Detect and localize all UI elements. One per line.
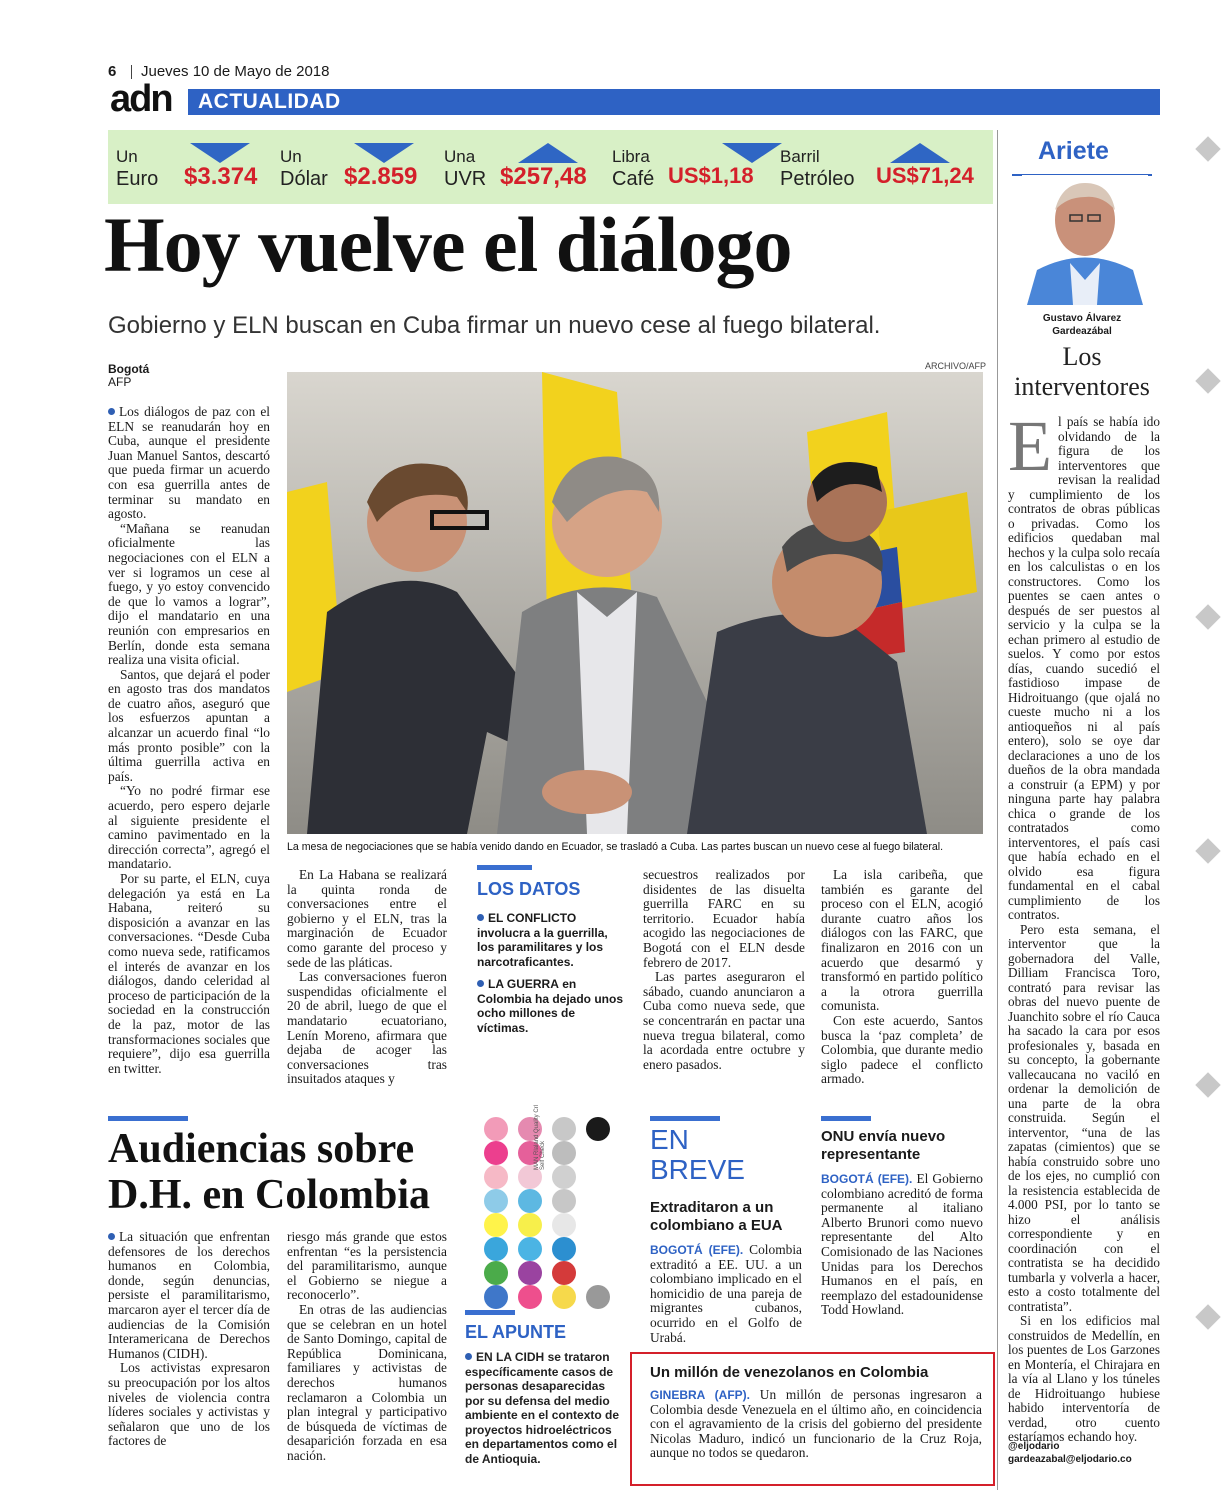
registration-mark (1195, 838, 1220, 863)
indicator-label-2: Dólar (280, 168, 328, 190)
story2-body (821, 1172, 983, 1318)
indicator-label-1: Un (116, 147, 138, 166)
main-headline: Hoy vuelve el diálogo (104, 201, 792, 288)
color-swatch (518, 1261, 542, 1285)
color-bar-text: MAN Rlaland Quality Crl Self Check (534, 1104, 546, 1170)
ariete-divider (997, 130, 998, 1490)
author-name-1: Gustavo Álvarez (1042, 313, 1122, 324)
indicator-card (604, 133, 766, 201)
color-swatch (518, 1189, 542, 1213)
color-swatch (586, 1285, 610, 1309)
author-photo (1022, 175, 1148, 305)
indicator-card (772, 133, 974, 201)
color-swatch (552, 1141, 576, 1165)
article-column-4 (821, 868, 983, 1087)
paragraph: Los activistas expresaron su preocupación por los altos niveles de violencia contra líderes sociales y activistas y señalaron que uno de los factores de (108, 1360, 270, 1449)
color-swatch (552, 1189, 576, 1213)
color-swatch (586, 1117, 610, 1141)
story3-text: Un millón de personas ingresaron a Colombia desde Venezuela en el último año, en coincidencia con el agravamiento de la crisis del gobierno del presidente Nicolas Maduro, indicó un funcionario de la Cruz Roja, aunque no todos se quedaron. (650, 1387, 982, 1461)
bullet-icon (108, 408, 115, 415)
page-number: 6 (108, 63, 117, 80)
en-breve-title-2: BREVE (650, 1154, 745, 1185)
paragraph: Las partes aseguraron el sábado, cuando anunciaron a Cuba como nueva sede, que se concentrarán en pactar una nueva tregua bilateral, como la acordada entre octubre y enero pasados. (643, 969, 805, 1072)
color-swatch (552, 1261, 576, 1285)
paragraph: secuestros realizados por disidentes de las disuelta guerrilla FARC en su territorio. Ecuador había acogido las negociaciones de Bogotá con el ELN desde febrero de 2017. (643, 867, 805, 970)
color-swatch (518, 1285, 542, 1309)
datos-lead: EL CONFLICTO (488, 911, 577, 925)
color-swatch (552, 1285, 576, 1309)
indicator-card (436, 133, 598, 201)
indicator-value: $2.859 (344, 163, 418, 190)
article-column-2 (287, 868, 447, 1087)
los-datos-items (477, 911, 627, 1043)
color-swatch (518, 1213, 542, 1237)
paragraph: En otras de las audiencias que se celebran en un hotel de Santo Domingo, capital de República Dominicana, familiares y activistas de derechos humanos reclamaron a Colombia un plan integral y participativo de búsqueda de víctimas de desaparición forzada en esa nación. (287, 1301, 447, 1463)
trend-down-icon (190, 143, 250, 163)
registration-mark (1195, 1072, 1220, 1097)
handshake-photo (287, 372, 983, 834)
indicator-label-1: Barril (780, 147, 820, 166)
ariete-p1: Pero esta semana, el interventor que la gobernadora del Valle, Dilliam Francisca Toro, contrató para revisar las obras del nuevo puente de Juanchito sobre el río Cauca ha sacado la cara por esos profesionales y, basada en su concepto, la gobernante vallecaucana no vaciló en ordenar la demolición de una parte de la obra construida. Según el interventor, “una de las zapatas (cimientos) que se había construido sobre uno de los ejes, no cumplió con la resistencia establecida de 4.000 PSI, por lo tanto se hizo el análisis correspondiente y en coordinación con el contratista se ha decidido tumbarla y volverla a hacer, esto a costo totalmente del contratista”. (1008, 921, 1160, 1314)
datos-text: en Colombia ha dejado unos ocho millones de víctimas. (477, 977, 624, 1035)
paragraph: La isla caribeña, que también es garante del proceso con el ELN, acogió durante cuatro años los diálogos con las FARC, que finalizaron en 2016 con un acuerdo que desarmó y transformó en partido político a la otrora guerrilla comunista. (821, 867, 983, 1014)
color-swatch (484, 1285, 508, 1309)
audiencias-column-2 (287, 1230, 447, 1464)
indicator-label-2: Euro (116, 168, 159, 190)
color-swatch (484, 1213, 508, 1237)
datos-item (477, 977, 627, 1035)
header-divider (131, 65, 132, 79)
paragraph: riesgo más grande que estos enfrentan “es la persistencia del paramilitarismo, aunque el Gobierno se niegue a reconocerlo”. (287, 1229, 447, 1303)
registration-mark (1195, 368, 1220, 393)
en-breve-title-1: EN (650, 1124, 689, 1155)
los-datos-box (465, 865, 625, 1045)
color-swatch (484, 1237, 508, 1261)
el-apunte-rule (465, 1310, 515, 1315)
datos-text: involucra a la guerrilla, los paramilitares y los narcotraficantes. (477, 925, 608, 969)
paragraph: En La Habana se realizará la quinta ronda de conversaciones entre el gobierno y el ELN, tras la marginación de Ecuador como garante del proceso y sede de las pláticas. (287, 867, 447, 970)
story3-body (650, 1388, 982, 1461)
indicator-card (272, 133, 434, 201)
color-control-bar (484, 1117, 614, 1307)
trend-down-icon (354, 143, 414, 163)
ariete-handle[interactable]: @eljodario (1008, 1441, 1060, 1452)
color-swatch (552, 1165, 576, 1189)
datos-lead: LA GUERRA (488, 977, 559, 991)
story1-headline: Extraditaron a un colombiano a EUA (650, 1199, 783, 1234)
paragraph: Las conversaciones fueron suspendidas oficialmente el 20 de abril, luego de que el mandatario ecuatoriano, Lenín Moreno, afirmara que dejaba de acoger las conversaciones tras insuitados ataques y (287, 969, 447, 1087)
indicator-card (108, 133, 270, 201)
ariete-dropcap: E (1008, 406, 1052, 486)
color-swatch (484, 1189, 508, 1213)
indicator-value: US$1,18 (668, 163, 754, 188)
main-subhead: Gobierno y ELN buscan en Cuba firmar un nuevo cese al fuego bilateral. (108, 312, 881, 339)
color-swatch (484, 1141, 508, 1165)
paragraph: Con este acuerdo, Santos busca la ‘paz completa’ de Colombia, que durante medio siglo padece el conflicto armado. (821, 1012, 983, 1087)
el-apunte-text (465, 1350, 625, 1466)
paragraph: Por su parte, el ELN, cuya delegación ya está en La Habana, reiteró su disposición a avanzar en las conversaciones. “Desde Cuba como nueva sede, ratificamos el interés de avanzar en los diálogos, dando celeridad al proceso de participación de la sociedad en la construcción de la paz, motor de las transformaciones sociales que requiere”, dijo esa guerrilla en twitter. (108, 871, 270, 1076)
ariete-title: Ariete (1038, 137, 1109, 165)
bullet-icon (477, 914, 484, 921)
registration-mark (1195, 1304, 1220, 1329)
indicator-label-2: Petróleo (780, 168, 855, 190)
adn-logo: adn (110, 78, 172, 120)
trend-up-icon (518, 143, 578, 163)
bullet-icon (108, 1233, 115, 1240)
trend-up-icon (890, 143, 950, 163)
photo-credit: ARCHIVO/AFP (925, 361, 987, 371)
paragraph: “Yo no podré firmar ese acuerdo, pero espero dejarle al siguiente presidente el camino pavimentado en la dirección correcta”, agregó el mandatario. (108, 783, 270, 872)
color-swatch (518, 1237, 542, 1261)
indicator-label-2: UVR (444, 168, 487, 190)
ariete-body (1008, 406, 1160, 1445)
color-swatch (552, 1117, 576, 1141)
bullet-icon (477, 980, 484, 987)
color-swatch (484, 1165, 508, 1189)
article-column-1 (108, 405, 270, 1076)
story2-headline: ONU envía nuevo representante (821, 1128, 946, 1163)
los-datos-title: LOS DATOS (477, 879, 581, 899)
registration-mark (1195, 136, 1220, 161)
los-datos-rule (477, 865, 532, 870)
indicator-value: US$71,24 (876, 163, 974, 188)
issue-date: Jueves 10 de Mayo de 2018 (141, 63, 330, 80)
indicator-value: $257,48 (500, 163, 587, 190)
el-apunte-body: se trataron específicamente casos de personas desaparecidas por su defensa del medio ambiente en el contexto de proyectos hidroeléctricos en departamentos como el de Antioquia. (465, 1350, 620, 1466)
audiencias-rule (108, 1116, 188, 1121)
dateline-agency: AFP (108, 375, 132, 389)
audiencias-column-1 (108, 1230, 270, 1449)
article-column-3 (643, 868, 805, 1072)
paragraph: Los diálogos de paz con el ELN se reanudarán hoy en Cuba, aunque el presidente Juan Manuel Santos, descartó que pueda firmar un acuerdo con esa guerrilla antes de terminar su mandato en agosto. (108, 404, 270, 522)
indicator-label-1: Una (444, 147, 476, 166)
audiencias-headline: Audiencias sobre D.H. en Colombia (108, 1126, 431, 1218)
story3-headline: Un millón de venezolanos en Colombia (650, 1364, 929, 1381)
ariete-headline: Los interventores (1014, 342, 1150, 401)
main-photo (287, 372, 983, 834)
color-swatch (484, 1117, 508, 1141)
ariete-email[interactable]: gardeazabal@eljodario.co (1008, 1454, 1132, 1465)
story1-body (650, 1243, 802, 1345)
story2-text: El Gobierno colombiano acreditó de forma permanente al italiano Alberto Brunori como nuevo representante del Alto Comisionado de las Naciones Unidas para los Derechos Humanos en el país, en reemplazo del estadounidense Todd Howland. (821, 1171, 983, 1318)
onu-rule (821, 1116, 871, 1121)
story3-lead: GINEBRA (AFP). (650, 1388, 750, 1402)
paragraph: Santos, que dejará el poder en agosto tras dos mandatos de cuatro años, aseguró que los esfuerzos apuntan a alcanzar un acuerdo final “lo más pronto posible” con la última guerrilla activa en país. (108, 666, 270, 784)
color-swatch (552, 1237, 576, 1261)
registration-mark (1195, 604, 1220, 629)
color-swatch (484, 1261, 508, 1285)
paragraph: La situación que enfrentan defensores de los derechos humanos en Colombia, donde, según denuncias, persiste el paramilitarismo, marcaron ayer el tercer día de audiencias de la Comisión Interamericana de Derechos Humanos (CIDH). (108, 1229, 270, 1361)
author-portrait (1022, 175, 1148, 305)
ariete-p2: Si en los edificios mal construidos de Medellín, en los puentes de Los Garzones en Montería, el Chirajara en la vía al Llano y los túneles de Hidroituango hubiese habido interventoría de verdad, otro cuento estaríamos echando hoy. (1008, 1313, 1160, 1444)
dateline-city: Bogotá (108, 362, 150, 376)
section-title: ACTUALIDAD (198, 90, 341, 113)
indicator-value: $3.374 (184, 163, 258, 190)
indicator-label-2: Café (612, 168, 655, 190)
story1-text: Colombia extraditó a EE. UU. a un colombiano implicado en el homicidio de una pareja de migrantes cubanos, ocurrido en el Golfo de Urabá. (650, 1242, 802, 1345)
author-name-2: Gardeazábal (1052, 326, 1112, 337)
el-apunte-box (465, 1310, 630, 1470)
en-breve-rule (650, 1116, 720, 1121)
indicator-label-1: Un (280, 147, 302, 166)
color-swatch (552, 1213, 576, 1237)
indicator-label-1: Libra (612, 147, 650, 166)
story1-lead: BOGOTÁ (EFE). (650, 1243, 744, 1257)
el-apunte-title: EL APUNTE (465, 1322, 567, 1342)
el-apunte-lead: EN LA CIDH (476, 1350, 545, 1364)
ariete-p0: l país se había ido olvidando de la figura de los interventores que revisan la realidad y cumplimiento de los contratos de obras públicas o privadas. Como los edificios quedaban mal hechos y la culpa solo recaía en los calculistas o en los constructores. Como los puentes se caen antes o después de ser puestos al servicio y la culpa se la echan primero al estudio de suelos. Y como por estos días, cuando sucedió el fastidioso impase de Hidroituango (que ojalá no cueste mucho ni a los antioqueños ni al país entero), solo se oye dar declaraciones a uno de los dueños de la obra mandada a construir (a EPM) y por ninguna parte hay palabra chica o grande de los contratados como interventores, el país casi que había echado en el olvido esa figura fundamental en el cabal cumplimiento de los contratos. (1008, 414, 1160, 922)
datos-item (477, 911, 627, 969)
photo-caption: La mesa de negociaciones que se había venido dando en Ecuador, se trasladó a Cuba. Las partes buscan un nuevo cese al fuego bilateral. (287, 841, 944, 853)
paragraph: “Mañana se reanudan oficialmente las negociaciones con el ELN a ver si logramos un cese al fuego, y yo estoy convencido de que lo vamos a lograr”, dijo el mandatario en una reunión con empresarios en Berlín, donde esta semana realiza una visita oficial. (108, 520, 270, 668)
story2-lead: BOGOTÁ (EFE). (821, 1172, 913, 1186)
